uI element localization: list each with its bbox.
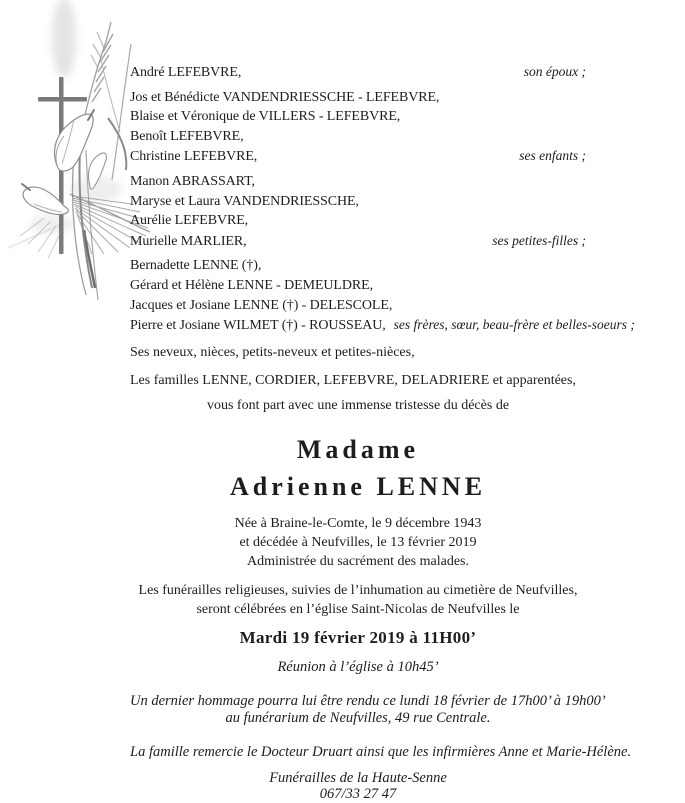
nephews-line: Ses neveux, nièces, petits-neveux et petites-nièces, (130, 344, 415, 360)
tribute-details (130, 692, 606, 728)
relative-row (130, 62, 586, 83)
announcement-line: vous font part avec une immense tristesse du décès de (206, 397, 510, 413)
relative-name: Murielle MARLIER, (130, 233, 247, 249)
life-dates (130, 514, 586, 571)
funeral-home-footer (130, 770, 586, 803)
families-line: Les familles LENNE, CORDIER, LEFEBVRE, DELADRIERE et apparentées, (130, 373, 576, 389)
relative-row (130, 88, 586, 108)
relative-row (130, 315, 635, 336)
deceased-name: Adrienne LENNE (229, 471, 487, 501)
church-meeting-line: Réunion à l’église à 10h45’ (277, 658, 439, 675)
relative-row (130, 146, 586, 167)
relative-row (130, 172, 586, 192)
relative-name: Aurélie LEFEBVRE, (130, 213, 249, 229)
relation-label: ses frères, sœur, beau-frère et belles-soeurs ; (393, 317, 635, 333)
relative-row (130, 276, 586, 296)
relative-row (130, 296, 586, 316)
born-line: Née à Braine-le-Comte, le 9 décembre 1943 (234, 515, 482, 531)
relative-row (130, 211, 586, 231)
deceased-title: Madame (296, 434, 420, 464)
relative-name: Pierre et Josiane WILMET (†) - ROUSSEAU, (130, 318, 386, 334)
relative-name: Manon ABRASSART, (130, 173, 255, 189)
relative-name: Blaise et Véronique de VILLERS - LEFEBVRE, (130, 109, 401, 125)
announcement-content (130, 62, 635, 803)
relative-name: Maryse et Laura VANDENDRIESSCHE, (130, 193, 359, 209)
relative-row (130, 127, 586, 147)
relative-name: Jos et Bénédicte VANDENDRIESSCHE - LEFEBVRE, (130, 89, 440, 105)
funeral-details (130, 581, 586, 619)
funeral-line-1: Les funérailles religieuses, suivies de l’inhumation au cimetière de Neufvilles, (138, 582, 578, 598)
sacrament-line: Administrée du sacrément des malades. (247, 553, 469, 569)
relative-row (130, 256, 586, 276)
relative-row (130, 231, 586, 252)
relative-name: André LEFEBVRE, (130, 65, 242, 80)
relative-row (130, 192, 586, 212)
funeral-line-2: seront célébrées en l’église Saint-Nicolas de Neufvilles le (196, 601, 520, 617)
relative-name: Bernadette LENNE (†), (130, 258, 262, 274)
died-line: et décédée à Neufvilles, le 13 février 2019 (239, 534, 477, 550)
funeral-home-name: Funérailles de la Haute-Senne (269, 769, 447, 786)
funeral-home-phone: 067/33 27 47 (319, 786, 397, 802)
relative-name: Gérard et Hélène LENNE - DEMEULDRE, (130, 277, 373, 293)
relation-label: ses petites-filles ; (492, 232, 586, 248)
relative-name: Jacques et Josiane LENNE (†) - DELESCOLE, (130, 297, 393, 313)
tribute-line-1: Un dernier hommage pourra lui être rendu ce lundi 18 février de 17h00’ à 19h00’ (130, 692, 606, 709)
funeral-datetime: Mardi 19 février 2019 à 11H00’ (239, 627, 477, 647)
relation-label: ses enfants ; (519, 148, 586, 164)
thanks-line: La famille remercie le Docteur Druart ainsi que les infirmières Anne et Marie-Hélène. (130, 743, 632, 760)
relative-name: Benoît LEFEBVRE, (130, 128, 244, 144)
relative-name: Christine LEFEBVRE, (130, 149, 258, 165)
relative-row (130, 107, 586, 127)
relation-label: son époux ; (523, 64, 586, 79)
tribute-line-2: au funérarium de Neufvilles, 49 rue Centrale. (225, 710, 491, 726)
